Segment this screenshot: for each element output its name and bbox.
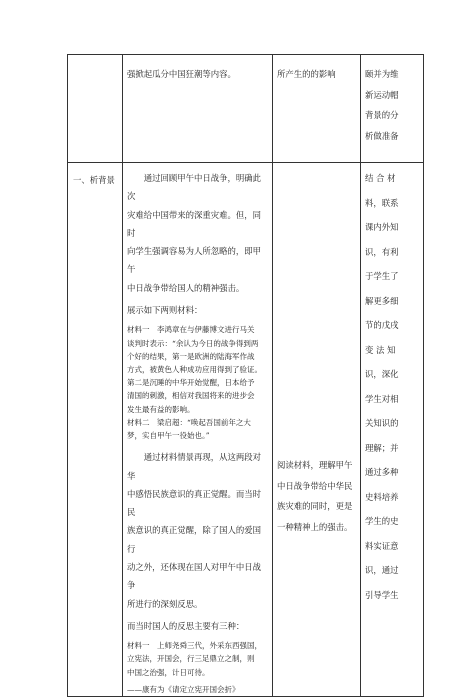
material-line: 第二是沉睡的中华开始觉醒，日本给予 <box>127 378 255 388</box>
activity-line: 中日战争带给中华民 <box>277 480 353 491</box>
row1-col1-cell <box>68 55 123 163</box>
intent-line: 料实证意 <box>365 540 399 551</box>
activity-line: 族灾难的同时，更是 <box>277 501 353 511</box>
intent-line: 于学生了 <box>365 271 399 281</box>
analysis-line: 通过材料情景再现，从这两段对华 <box>127 452 262 481</box>
row1-col3-text: 所产生的的影响 <box>277 69 336 79</box>
row1-col4-line: 颐并为维 <box>365 69 399 79</box>
intent-line: 料，联系 <box>365 197 399 208</box>
design-intent <box>361 163 423 607</box>
material-line: 材料一 上师尧舜三代，外采东西强国， <box>127 641 262 651</box>
analysis-line: 所进行的深刻反思。 <box>127 598 203 609</box>
section-label: 一、析背景 <box>73 175 115 185</box>
intro-line: 通过回顾甲午中日战争，明确此次 <box>127 173 262 202</box>
intent-line: 史料培养 <box>365 491 399 502</box>
material-line: 中国之治强，计日可待。 <box>127 667 210 677</box>
intro-line: 向学生强调容易为人所忽略的，即甲午 <box>127 246 261 275</box>
intent-line: 课内外知 <box>365 222 399 232</box>
material-line: 清国的刺激，相信对我国将来的进步会 <box>127 391 255 401</box>
material-line: 个好的结果，第一是欧洲的陆海军作战 <box>127 351 255 361</box>
analysis-line: 族意识的真正觉醒，除了国人的爱国行 <box>127 525 261 554</box>
intro-line: 灾难给中国带来的深重灾难。但，同时 <box>127 209 261 238</box>
row2-col4-cell <box>361 163 424 697</box>
intro-paragraph <box>127 169 266 297</box>
material-two <box>127 416 266 442</box>
material-line: 材料二 梁启超：“唤起吾国前年之大 <box>127 417 251 427</box>
analysis-line: 中感悟民族意识的真正觉醒。而当时民 <box>127 488 261 518</box>
material-line: 立宪法，开国会，行三足鼎立之制，则 <box>127 654 255 664</box>
row1-col2-cell <box>123 55 273 163</box>
intent-line: 学生的史 <box>365 516 399 526</box>
row1-col4-line: 背景的分 <box>365 110 399 120</box>
intent-line: 解更多细 <box>365 295 399 306</box>
material-line: 梦，实自甲午一役始也。” <box>127 431 210 440</box>
row2-col1-cell <box>68 163 123 697</box>
teaching-process <box>123 163 272 696</box>
analysis-line: 动之外，还体现在国人对甲午中日战争 <box>127 561 261 591</box>
row1-col4-cell <box>361 55 424 163</box>
intent-line: 结 合 材 <box>365 173 396 183</box>
material-one <box>127 323 266 415</box>
activity-line: 一种精神上的强击。 <box>277 521 353 532</box>
intent-line: 识，深化 <box>365 369 399 379</box>
student-activity <box>273 163 360 537</box>
table-row <box>68 55 424 163</box>
row1-col4-text <box>361 55 423 146</box>
material-source: ——康有为《请定立宪开国会折》 <box>127 684 240 694</box>
intent-line: 识，通过 <box>365 565 399 575</box>
material-line: 谈判时表示：“余认为今日的战争得到两 <box>127 338 259 348</box>
row2-col2-cell <box>123 163 273 697</box>
material-line: 材料一 李鸿章在与伊藤博文进行马关 <box>127 325 255 335</box>
intent-line: 引导学生 <box>365 589 399 600</box>
material-three <box>127 639 266 679</box>
row1-col2-text: 强掀起瓜分中国狂潮等内容。 <box>127 69 236 79</box>
reflection-heading: 而当时国人的反思主要有三种： <box>127 620 245 631</box>
row2-col3-cell <box>273 163 361 697</box>
row1-col4-line: 析做准备 <box>365 130 399 141</box>
material-line: 方式，被黄色人种成功应用得到了验证。 <box>127 364 262 374</box>
analysis-paragraph <box>127 448 266 613</box>
intent-line: 变 法 知 <box>365 344 396 355</box>
table-row <box>68 163 424 697</box>
intent-line: 通过多种 <box>365 467 399 477</box>
material-line: 发生最有益的影响。 <box>127 404 195 414</box>
activity-line: 阅读材料，理解甲午 <box>277 460 353 470</box>
lesson-plan-table <box>67 54 424 697</box>
intent-line: 识，有利 <box>365 246 399 257</box>
intent-line: 节的戊戌 <box>365 320 399 330</box>
intent-line: 学生对相 <box>365 393 399 404</box>
row1-col3-cell <box>273 55 361 163</box>
intent-line: 理解；并 <box>365 442 399 453</box>
show-heading: 展示如下两则材料： <box>127 305 203 316</box>
row1-col4-line: 新运动帽 <box>365 89 399 100</box>
intent-line: 关知识的 <box>365 418 399 428</box>
intro-line: 中日战争带给国人的精神强击。 <box>127 282 245 293</box>
